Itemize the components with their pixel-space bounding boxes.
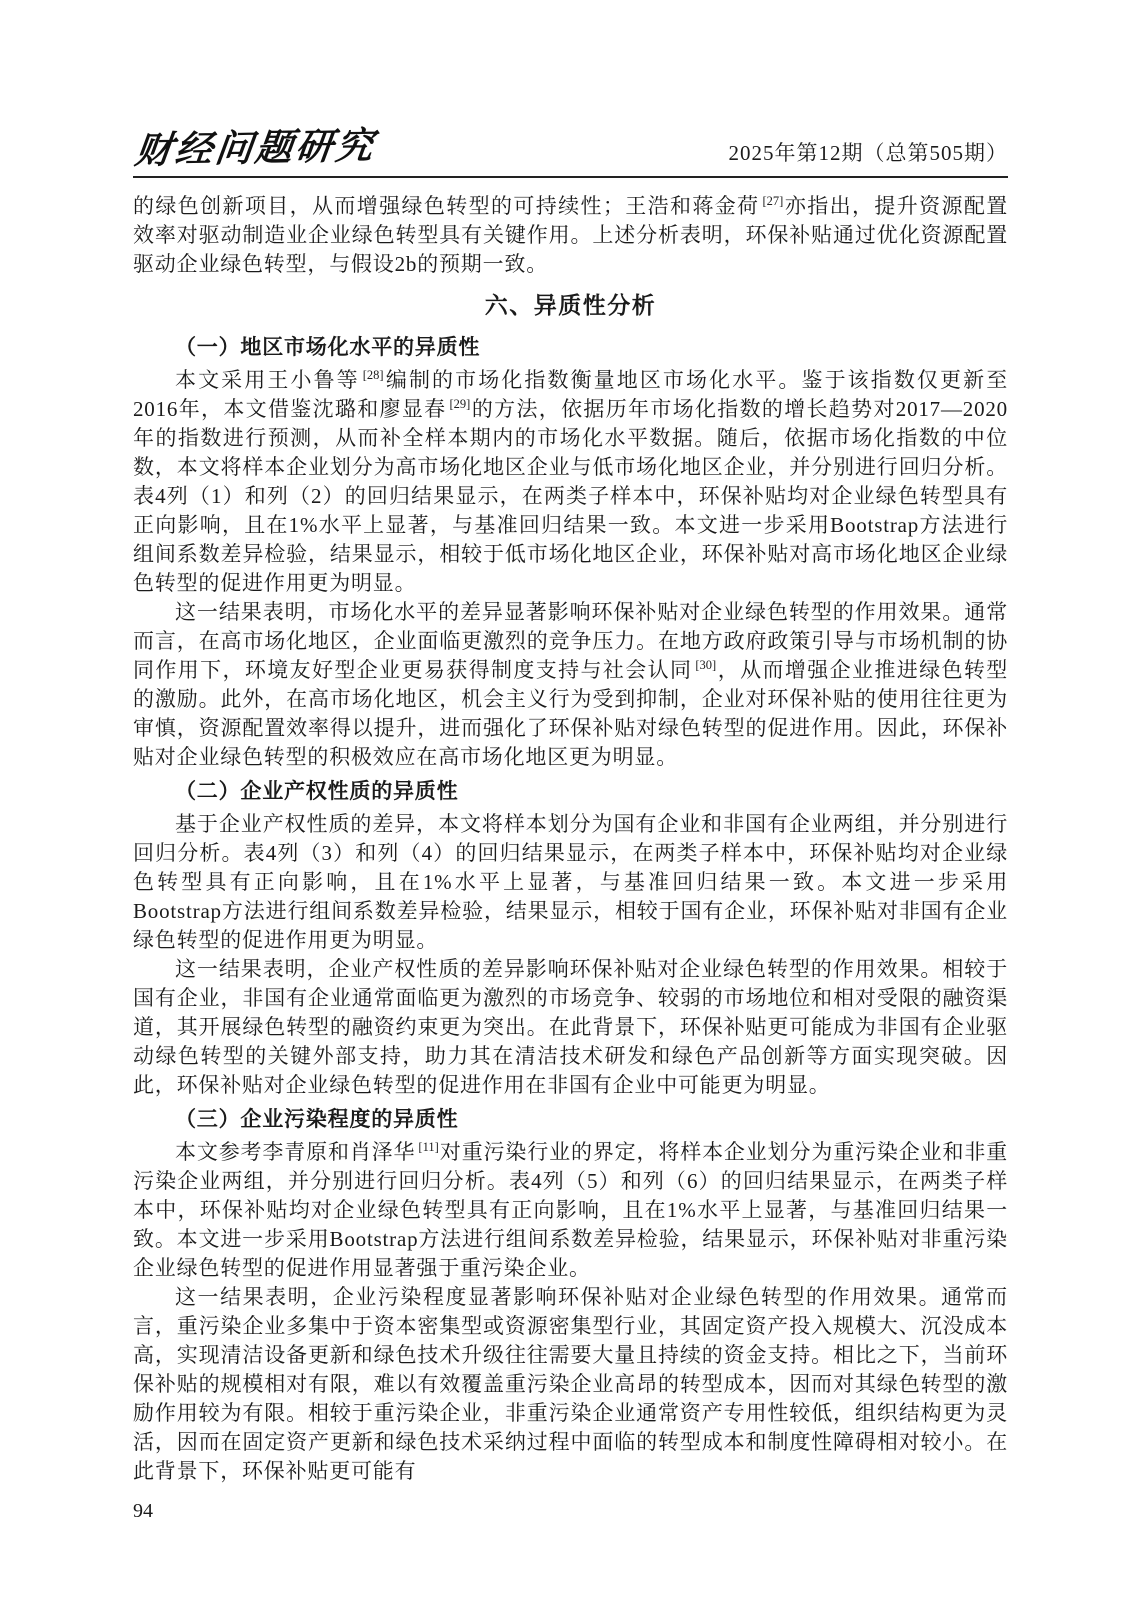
- subsection-title-ownership: （二）企业产权性质的异质性: [175, 780, 459, 803]
- citation-ref: [29]: [449, 397, 471, 411]
- citation-ref: [28]: [362, 368, 384, 382]
- subsection-title-pollution: （三）企业污染程度的异质性: [175, 1108, 459, 1131]
- page-header: [132, 121, 1008, 172]
- citation-ref: [30]: [695, 658, 717, 672]
- issue-info: 2025年第12期（总第505期）: [728, 141, 1008, 165]
- paragraph-intro-continued: 的绿色创新项目，从而增强绿色转型的可持续性；王浩和蒋金荷 [27]亦指出，提升资源配置效率对驱动制造业企业绿色转型具有关键作用。上述分析表明，环保补贴通过优化资源配置驱动企业绿色转型，与假设2b的预期一致。: [133, 194, 1008, 276]
- paragraph-pollution-2: 这一结果表明，企业污染程度显著影响环保补贴对企业绿色转型的作用效果。通常而言，重污染企业多集中于资本密集型或资源密集型行业，其固定资产投入规模大、沉没成本高，实现清洁设备更新和绿色技术升级往往需要大量且持续的资金支持。相比之下，当前环保补贴的规模相对有限，难以有效覆盖重污染企业高昂的转型成本，因而对其绿色转型的激励作用较为有限。相较于重污染企业，非重污染企业通常资产专用性较低，组织结构更为灵活，因而在固定资产更新和绿色技术采纳过程中面临的转型成本和制度性障碍相对较小。在此背景下，环保补贴更可能有: [133, 1285, 1008, 1483]
- citation-ref: [27]: [762, 194, 784, 208]
- journal-logo: 财经问题研究: [132, 122, 379, 172]
- paragraph-ownership-2: 这一结果表明，企业产权性质的差异影响环保补贴对企业绿色转型的作用效果。相较于国有企业，非国有企业通常面临更为激烈的市场竞争、较弱的市场地位和相对受限的融资渠道，其开展绿色转型的融资约束更为突出。在此背景下，环保补贴更可能成为非国有企业驱动绿色转型的关键外部支持，助力其在清洁技术研发和绿色产品创新等方面实现突破。因此，环保补贴对企业绿色转型的促进作用在非国有企业中可能更为明显。: [133, 957, 1008, 1097]
- article-body: [133, 192, 1008, 1486]
- header-divider: [133, 176, 1008, 178]
- page-number: 94: [133, 1500, 153, 1522]
- section-title: 六、异质性分析: [484, 292, 657, 318]
- paragraph-market-2: 这一结果表明，市场化水平的差异显著影响环保补贴对企业绿色转型的作用效果。通常而言，在高市场化地区，企业面临更激烈的竞争压力。在地方政府政策引导与市场机制的协同作用下，环境友好型企业更易获得制度支持与社会认同 [30]，从而增强企业推进绿色转型的激励。此外，在高市场化地区，机会主义行为受到抑制，企业对环保补贴的使用往往更为审慎，资源配置效率得以提升，进而强化了环保补贴对绿色转型的促进作用。因此，环保补贴对企业绿色转型的积极效应在高市场化地区更为明显。: [133, 600, 1009, 769]
- paragraph-ownership-1: 基于企业产权性质的差异，本文将样本划分为国有企业和非国有企业两组，并分别进行回归分析。表4列（3）和列（4）的回归结果显示，在两类子样本中，环保补贴均对企业绿色转型具有正向影响，且在1%水平上显著，与基准回归结果一致。本文进一步采用Bootstrap方法进行组间系数差异检验，结果显示，相较于国有企业，环保补贴对非国有企业绿色转型的促进作用更为明显。: [133, 812, 1008, 952]
- citation-ref: [11]: [418, 1140, 439, 1154]
- subsection-title-market: （一）地区市场化水平的异质性: [175, 336, 481, 359]
- paragraph-market-1: 本文采用王小鲁等 [28]编制的市场化指数衡量地区市场化水平。鉴于该指数仅更新至2016年，本文借鉴沈璐和廖显春 [29]的方法，依据历年市场化指数的增长趋势对2017—2020年的指数进行预测，从而补全样本期内的市场化水平数据。随后，依据市场化指数的中位数，本文将样本企业划分为高市场化地区企业与低市场化地区企业，并分别进行回归分析。表4列（1）和列（2）的回归结果显示，在两类子样本中，环保补贴均对企业绿色转型具有正向影响，且在1%水平上显著，与基准回归结果一致。本文进一步采用Bootstrap方法进行组间系数差异检验，结果显示，相较于低市场化地区企业，环保补贴对高市场化地区企业绿色转型的促进作用更为明显。: [133, 368, 1008, 595]
- paragraph-pollution-1: 本文参考李青原和肖泽华 [11]对重污染行业的界定，将样本企业划分为重污染企业和非重污染企业两组，并分别进行回归分析。表4列（5）和列（6）的回归结果显示，在两类子样本中，环保补贴均对企业绿色转型具有正向影响，且在1%水平上显著，与基准回归结果一致。本文进一步采用Bootstrap方法进行组间系数差异检验，结果显示，环保补贴对非重污染企业绿色转型的促进作用显著强于重污染企业。: [133, 1140, 1008, 1280]
